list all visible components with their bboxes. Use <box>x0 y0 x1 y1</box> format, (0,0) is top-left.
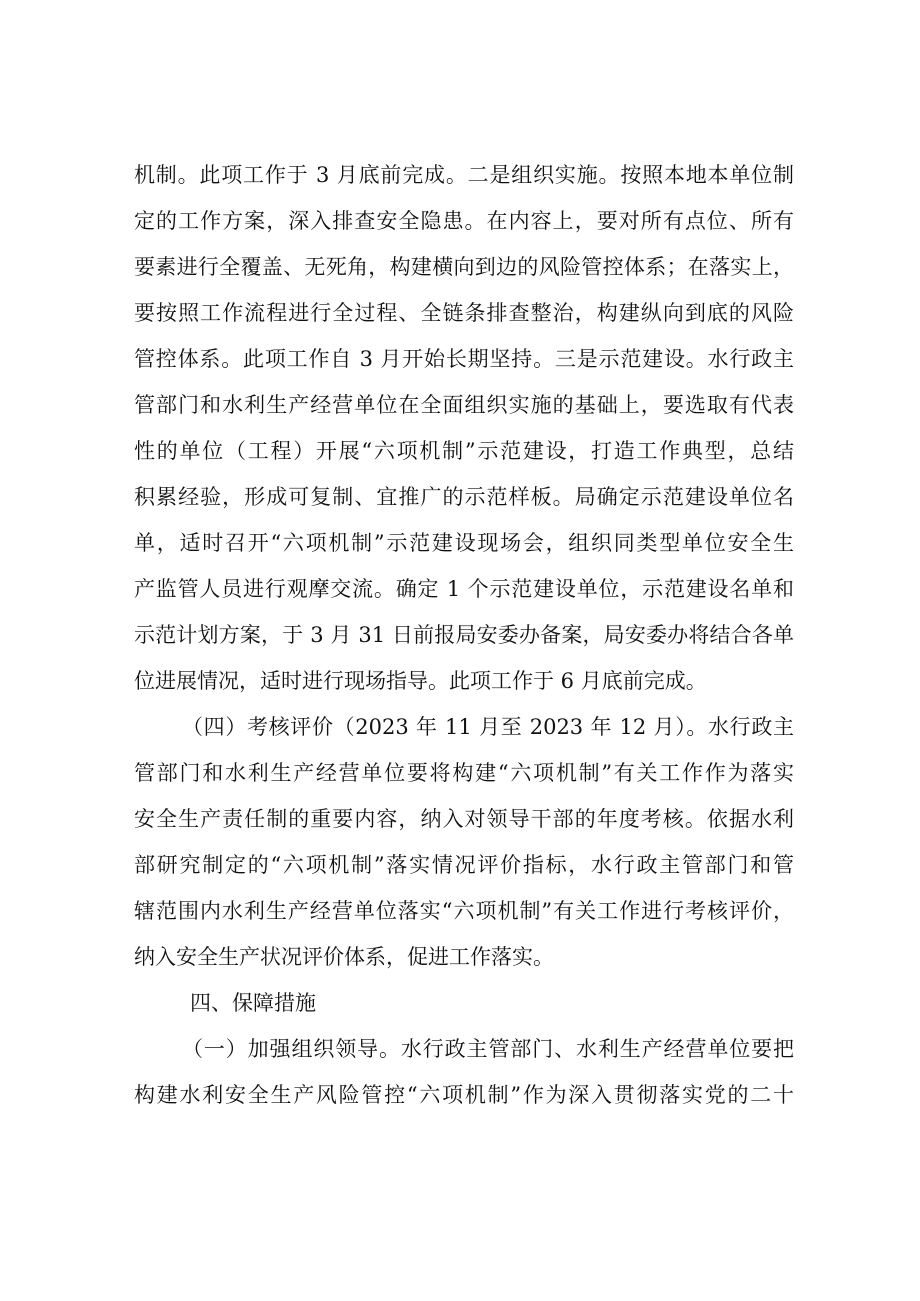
document-body <box>134 152 794 1118</box>
body-line: 性的单位（工程）开展“六项机制”示范建设，打造工作典型，总结 <box>134 439 794 463</box>
body-line: 管部门和水利生产经营单位要将构建“六项机制”有关工作作为落实 <box>134 761 794 785</box>
body-line: 管控体系。此项工作自 3 月开始长期坚持。三是示范建设。水行政主 <box>134 347 794 371</box>
body-line: 积累经验，形成可复制、宜推广的示范样板。局确定示范建设单位名 <box>134 485 794 509</box>
section-heading: 四、保障措施 <box>190 991 316 1015</box>
body-line: 位进展情况，适时进行现场指导。此项工作于 6 月底前完成。 <box>134 669 707 693</box>
body-line: 构建水利安全生产风险管控“六项机制”作为深入贯彻落实党的二十 <box>134 1083 794 1107</box>
body-line: 要素进行全覆盖、无死角，构建横向到边的风险管控体系；在落实上， <box>134 255 794 279</box>
body-line: 安全生产责任制的重要内容，纳入对领导干部的年度考核。依据水利 <box>134 807 794 831</box>
body-line: 示范计划方案，于 3 月 31 日前报局安委办备案，局安委办将结合各单 <box>134 623 794 647</box>
body-line: 产监管人员进行观摩交流。确定 1 个示范建设单位，示范建设名单和 <box>134 577 794 601</box>
body-line: 单，适时召开“六项机制”示范建设现场会，组织同类型单位安全生 <box>134 531 794 555</box>
body-line: 部研究制定的“六项机制”落实情况评价指标，水行政主管部门和管 <box>134 853 794 877</box>
body-line: 机制。此项工作于 3 月底前完成。二是组织实施。按照本地本单位制 <box>134 163 794 187</box>
body-line: 管部门和水利生产经营单位在全面组织实施的基础上，要选取有代表 <box>134 393 794 417</box>
body-line: 要按照工作流程进行全过程、全链条排查整治，构建纵向到底的风险 <box>134 301 794 325</box>
section-4-paragraph-start: （四）考核评价（2023 年 11 月至 2023 年 12 月）。水行政主 <box>182 715 794 739</box>
body-line: 定的工作方案，深入排查安全隐患。在内容上，要对所有点位、所有 <box>134 209 794 233</box>
body-line: 辖范围内水利生产经营单位落实“六项机制”有关工作进行考核评价， <box>134 899 794 923</box>
body-line: 纳入安全生产状况评价体系，促进工作落实。 <box>134 945 554 969</box>
subsection-paragraph-start: （一）加强组织领导。水行政主管部门、水利生产经营单位要把 <box>182 1037 794 1061</box>
